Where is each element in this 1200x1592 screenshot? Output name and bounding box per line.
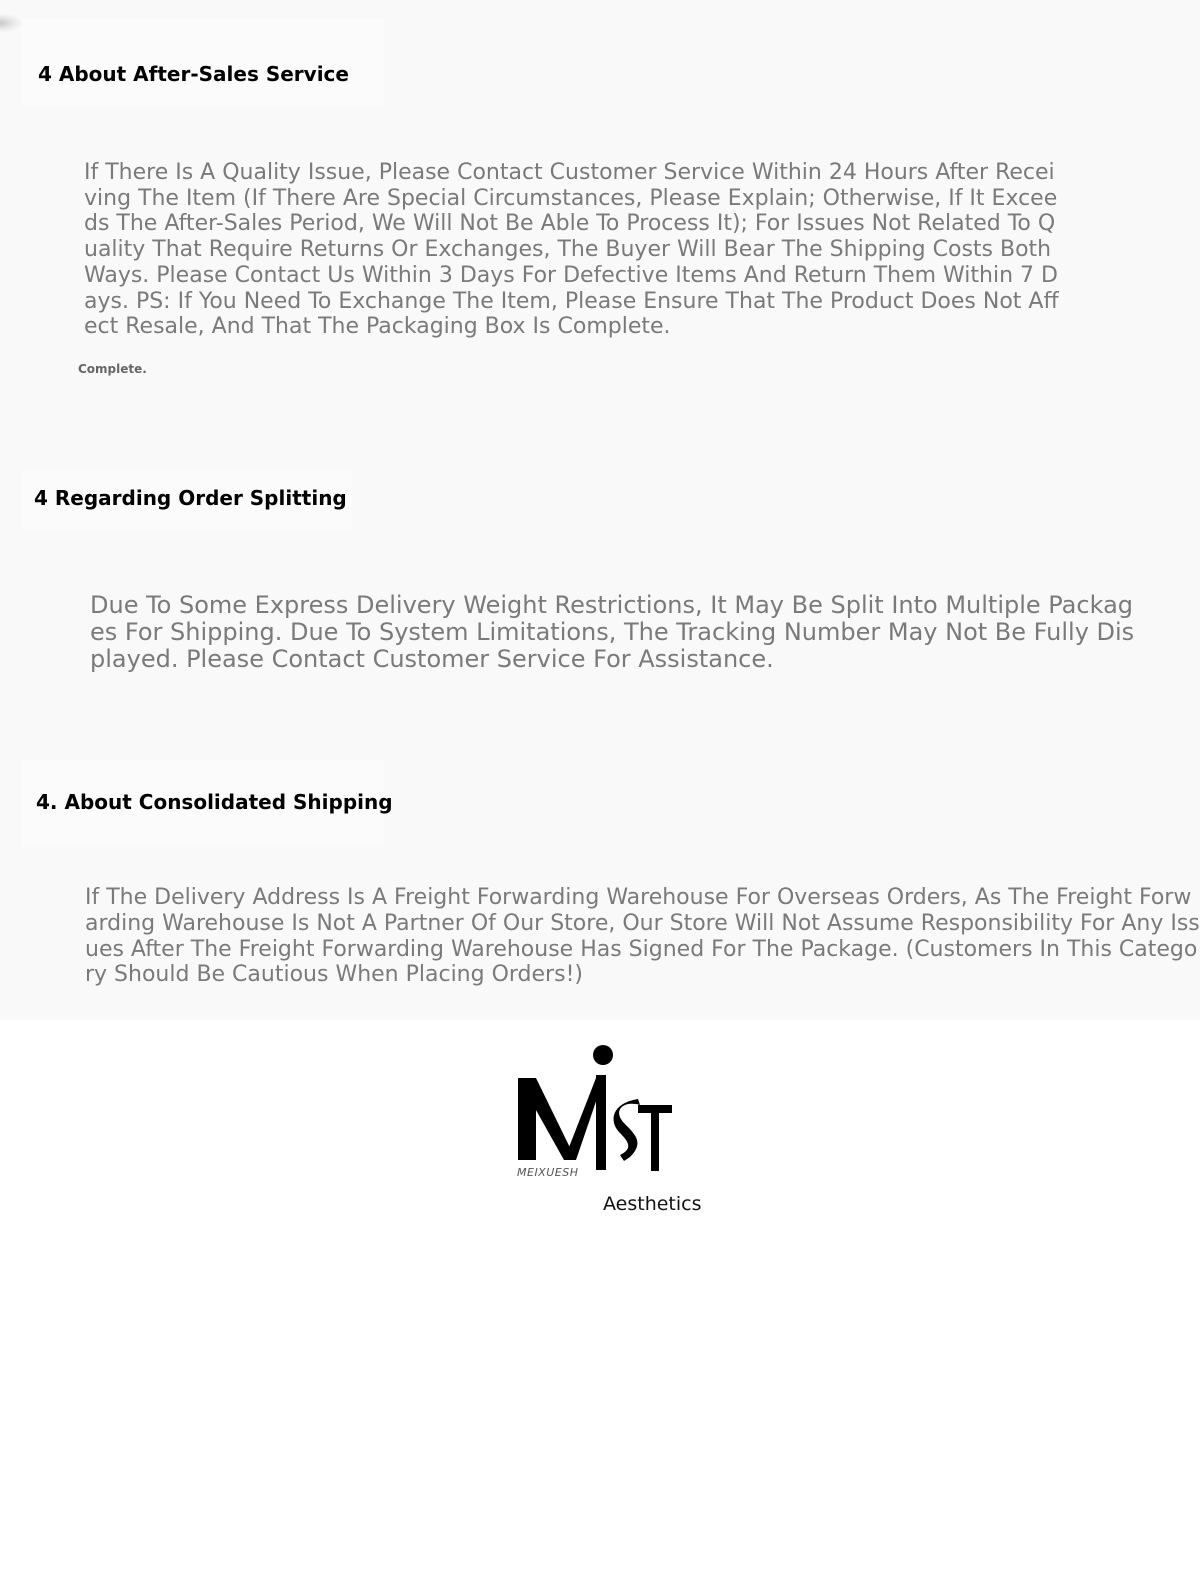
heading-order-splitting: 4 Regarding Order Splitting <box>34 486 347 510</box>
logo-subtext: MEIXUESH <box>517 1166 579 1179</box>
heading-after-sales: 4 About After-Sales Service <box>38 62 349 86</box>
body-after-sales: If There Is A Quality Issue, Please Contact Customer Service Within 24 Hours After Receiving The Item (If There Are Special Circumstances, Please Explain; Otherwise, If It Exceeds The After-Sales Period, We Will Not Be Able To Process It); For Issues Not Related To Quality That Require Returns Or Exchanges, The Buyer Will Bear The Shipping Costs Both Ways. Please Contact Us Within 3 Days For Defective Items And Return Them Within 7 Days. PS: If You Need To Exchange The Item, Please Ensure That The Product Does Not Affect Resale, And That The Packaging Box Is Complete. <box>84 160 1059 340</box>
note-complete: Complete. <box>78 362 147 376</box>
body-order-splitting: Due To Some Express Delivery Weight Restrictions, It May Be Split Into Multiple Packages For Shipping. Due To System Limitations, The Tracking Number May Not Be Fully Displayed. Please Contact Customer Service For Assistance. <box>90 592 1135 673</box>
body-consolidated-shipping: If The Delivery Address Is A Freight Forwarding Warehouse For Overseas Orders, As The Freight Forwarding Warehouse Is Not A Partner Of Our Store, Our Store Will Not Assume Responsibility For Any Issues After The Freight Forwarding Warehouse Has Signed For The Package. (Customers In This Category Should Be Cautious When Placing Orders!) <box>85 885 1200 988</box>
heading-consolidated-shipping: 4. About Consolidated Shipping <box>36 790 393 814</box>
logo-caption: Aesthetics <box>603 1193 702 1215</box>
corner-smudge <box>0 14 22 32</box>
